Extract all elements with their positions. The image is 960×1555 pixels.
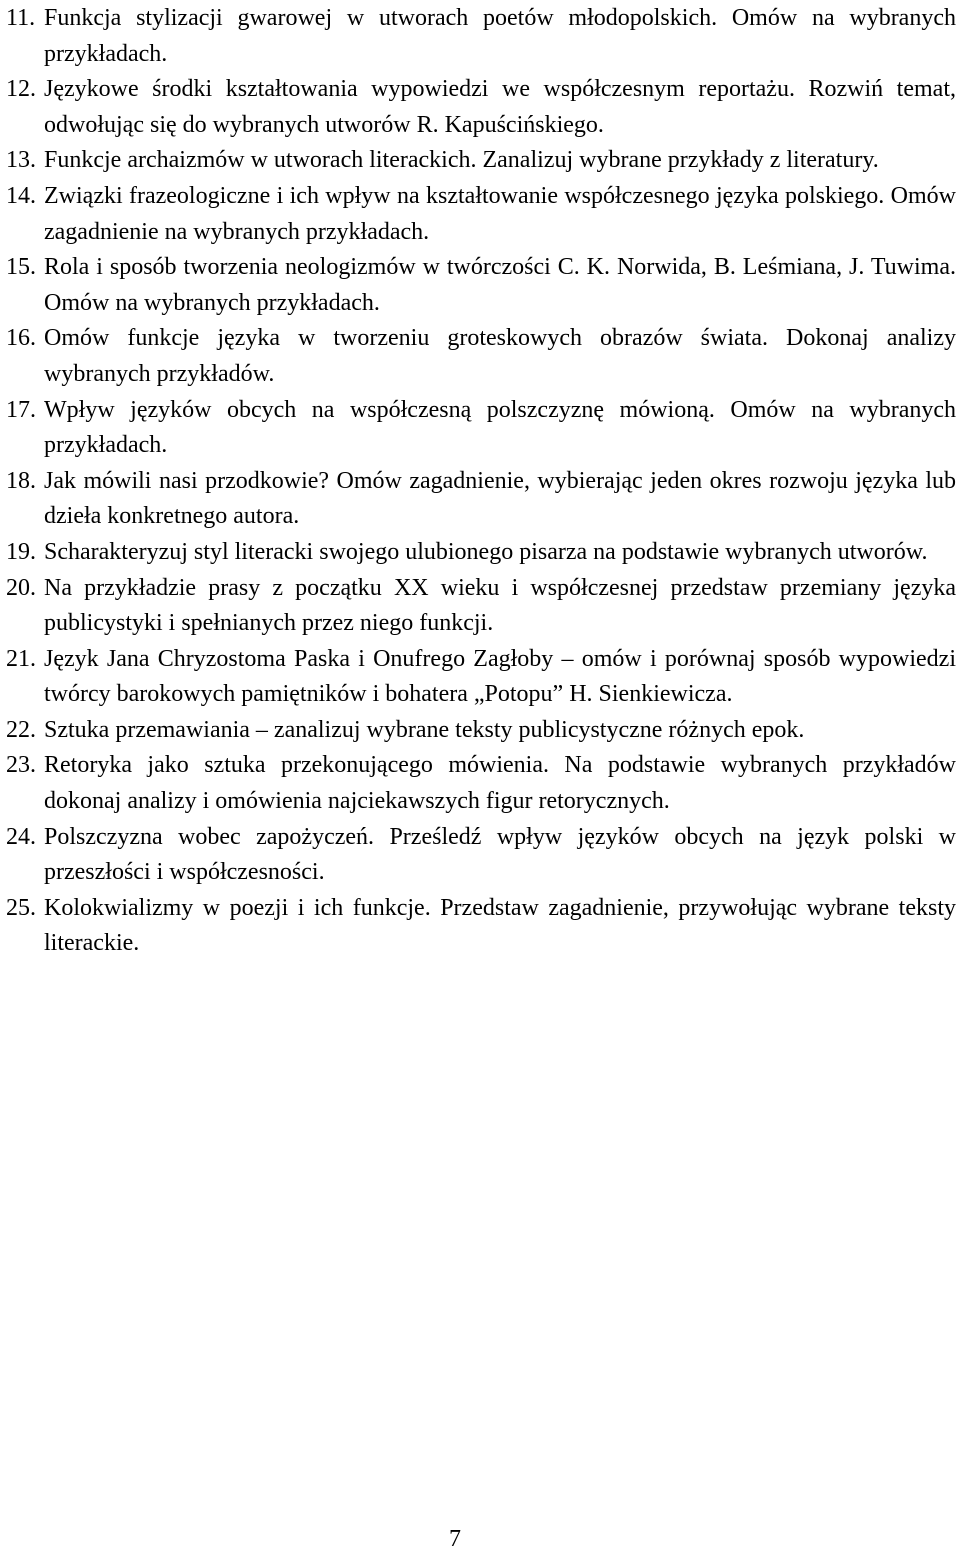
topic-number: 23. (6, 752, 36, 779)
topic-number: 13. (6, 147, 36, 174)
topic-number: 15. (6, 254, 36, 281)
topic-text: Scharakteryzuj styl literacki swojego ulubionego pisarza na podstawie wybranych utworów. (44, 538, 928, 565)
list-item (6, 535, 956, 571)
topic-text: Jak mówili nasi przodkowie? Omów zagadnienie, wybierając jeden okres rozwoju języka lub dzieła konkretnego autora. (44, 467, 956, 530)
topic-text: Funkcje archaizmów w utworach literackich. Zanalizuj wybrane przykłady z literatury. (44, 147, 879, 174)
topic-text: Na przykładzie prasy z początku XX wieku i współczesnej przedstaw przemiany języka publicystyki i spełnianych przez niego funkcji. (44, 574, 956, 637)
topic-text: Kolokwializmy w poezji i ich funkcje. Przedstaw zagadnienie, przywołując wybrane teksty literackie. (44, 894, 956, 957)
list-item (6, 820, 956, 891)
list-item (6, 1, 956, 72)
list-item (6, 571, 956, 642)
topic-number: 24. (6, 823, 36, 850)
topic-number: 21. (6, 645, 36, 672)
topic-text: Sztuka przemawiania – zanalizuj wybrane teksty publicystyczne różnych epok. (44, 716, 805, 743)
topic-text: Polszczyzna wobec zapożyczeń. Prześledź wpływ języków obcych na język polski w przeszłości i współczesności. (44, 823, 956, 886)
topic-number: 20. (6, 574, 36, 601)
topic-number: 12. (6, 76, 36, 103)
list-item (6, 179, 956, 250)
topic-text: Retoryka jako sztuka przekonującego mówienia. Na podstawie wybranych przykładów dokonaj analizy i omówienia najciekawszych figur retorycznych. (44, 752, 956, 815)
topic-text: Język Jana Chryzostoma Paska i Onufrego Zagłoby – omów i porównaj sposób wypowiedzi twórcy barokowych pamiętników i bohatera „Potopu” H. Sienkiewicza. (44, 645, 956, 708)
topic-number: 19. (6, 538, 36, 565)
list-item (6, 891, 956, 962)
topic-text: Językowe środki kształtowania wypowiedzi we współczesnym reportażu. Rozwiń temat, odwołując się do wybranych utworów R. Kapuścińskiego. (44, 76, 956, 138)
list-item (6, 393, 956, 464)
list-item (6, 143, 956, 179)
list-item (6, 748, 956, 819)
topic-number: 22. (6, 716, 36, 743)
topic-number: 17. (6, 396, 36, 423)
topic-text: Związki frazeologiczne i ich wpływ na kształtowanie współczesnego języka polskiego. Omów zagadnienie na wybranych przykładach. (44, 182, 956, 245)
topic-text: Funkcja stylizacji gwarowej w utworach poetów młodopolskich. Omów na wybranych przykładach. (44, 5, 956, 67)
topic-number: 11. (6, 5, 36, 31)
topic-text: Rola i sposób tworzenia neologizmów w twórczości C. K. Norwida, B. Leśmiana, J. Tuwima. Omów na wybranych przykładach. (44, 254, 956, 316)
list-item (6, 250, 956, 321)
topic-list (6, 1, 956, 962)
topic-number: 14. (6, 182, 36, 209)
topic-number: 18. (6, 467, 36, 494)
list-item (6, 464, 956, 535)
topic-number: 16. (6, 325, 36, 352)
list-item (6, 713, 956, 749)
topic-number: 25. (6, 894, 36, 921)
list-item (6, 72, 956, 143)
topic-text: Wpływ języków obcych na współczesną polszczyznę mówioną. Omów na wybranych przykładach. (44, 396, 956, 459)
list-item (6, 321, 956, 392)
topic-text: Omów funkcje języka w tworzeniu groteskowych obrazów świata. Dokonaj analizy wybranych przykładów. (44, 325, 956, 387)
list-item (6, 642, 956, 713)
page-number: 7 (449, 1526, 461, 1552)
